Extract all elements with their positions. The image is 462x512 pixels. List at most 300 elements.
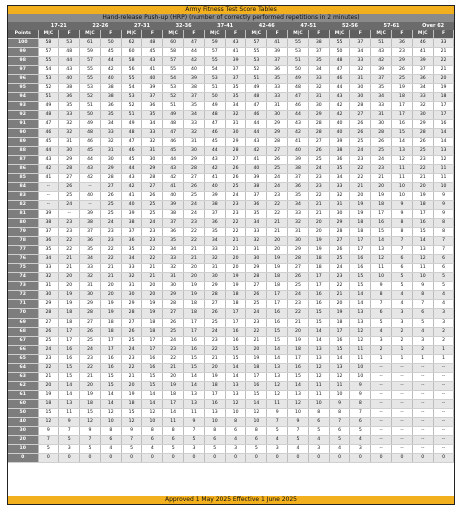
score-cell: 42 xyxy=(121,183,142,192)
score-cell: 11 xyxy=(184,408,205,417)
score-cell: 38 xyxy=(246,183,267,192)
score-cell: 11 xyxy=(329,381,350,390)
score-cell: 49 xyxy=(80,120,101,129)
score-cell: 34 xyxy=(412,84,433,93)
table-row xyxy=(8,408,454,417)
score-cell: 17 xyxy=(142,345,163,354)
score-cell: 35 xyxy=(121,246,142,255)
score-cell: 51 xyxy=(371,39,392,48)
table-row xyxy=(8,372,454,381)
score-cell: 52 xyxy=(38,84,59,93)
score-cell: 11 xyxy=(308,390,329,399)
table-row xyxy=(8,138,454,147)
score-cell: 33 xyxy=(267,93,288,102)
score-cell: 16 xyxy=(371,219,392,228)
score-cell: 10 xyxy=(288,408,309,417)
points-cell: 91 xyxy=(8,120,38,129)
male-combat-header: M|C xyxy=(412,30,433,39)
score-cell: 6 xyxy=(142,435,163,444)
score-cell: 18 xyxy=(433,93,454,102)
score-cell: 37 xyxy=(142,93,163,102)
score-cell: 21 xyxy=(246,336,267,345)
score-cell: 38 xyxy=(163,210,184,219)
score-cell: 34 xyxy=(80,255,101,264)
score-cell: 0 xyxy=(100,453,121,462)
score-cell: 38 xyxy=(38,219,59,228)
score-cell: 2 xyxy=(392,327,413,336)
score-cell: 37 xyxy=(204,210,225,219)
score-cell: 45 xyxy=(80,147,101,156)
score-cell: 18 xyxy=(288,345,309,354)
table-row xyxy=(8,255,454,264)
score-cell: 36 xyxy=(38,237,59,246)
points-cell: 71 xyxy=(8,300,38,309)
score-cell: 21 xyxy=(288,318,309,327)
score-cell: 0 xyxy=(433,453,454,462)
column-subheader-row xyxy=(8,30,454,39)
score-cell: 37 xyxy=(288,174,309,183)
score-cell: 18 xyxy=(350,228,371,237)
score-cell: 3 xyxy=(225,444,246,453)
score-cell: 5 xyxy=(433,273,454,282)
score-cell: 5 xyxy=(392,282,413,291)
score-cell: 12 xyxy=(267,390,288,399)
score-cell: 0 xyxy=(329,453,350,462)
score-cell: 55 xyxy=(80,75,101,84)
score-cell: 6 xyxy=(371,309,392,318)
score-cell: 47 xyxy=(121,138,142,147)
male-combat-header: M|C xyxy=(288,30,309,39)
score-cell: 22 xyxy=(433,57,454,66)
score-cell: 20 xyxy=(100,291,121,300)
score-cell: 9 xyxy=(184,417,205,426)
score-cell: 4 xyxy=(433,291,454,300)
score-cell: 24 xyxy=(246,309,267,318)
score-cell: 22 xyxy=(100,255,121,264)
score-cell: 10 xyxy=(308,399,329,408)
score-cell: -- xyxy=(433,363,454,372)
score-cell: 22 xyxy=(184,237,205,246)
score-cell: 20 xyxy=(267,237,288,246)
score-cell: 6 xyxy=(100,435,121,444)
score-cell: 36 xyxy=(163,228,184,237)
score-cell: 57 xyxy=(80,57,101,66)
score-cell: 33 xyxy=(308,75,329,84)
table-row xyxy=(8,426,454,435)
score-cell: 25 xyxy=(412,147,433,156)
score-cell: 21 xyxy=(100,264,121,273)
score-cell: 13 xyxy=(225,390,246,399)
score-cell: 22 xyxy=(59,237,80,246)
score-cell: 36 xyxy=(204,219,225,228)
score-cell: 22 xyxy=(204,345,225,354)
score-cell: 11 xyxy=(392,165,413,174)
score-cell: 35 xyxy=(225,84,246,93)
score-cell: 18 xyxy=(163,390,184,399)
table-row xyxy=(8,318,454,327)
score-cell: 12 xyxy=(350,336,371,345)
score-cell: 12 xyxy=(392,156,413,165)
score-cell: 26 xyxy=(204,309,225,318)
score-cell: 16 xyxy=(59,354,80,363)
score-cell: 8 xyxy=(392,228,413,237)
score-cell: 20 xyxy=(225,255,246,264)
score-cell: 30 xyxy=(163,282,184,291)
score-cell: 9 xyxy=(433,201,454,210)
score-cell: 13 xyxy=(329,363,350,372)
score-cell: 0 xyxy=(142,453,163,462)
score-cell: 53 xyxy=(246,57,267,66)
score-cell: 23 xyxy=(350,156,371,165)
score-cell: 17 xyxy=(225,309,246,318)
points-cell: 93 xyxy=(8,102,38,111)
table-row xyxy=(8,309,454,318)
score-cell: 20 xyxy=(329,300,350,309)
table-row xyxy=(8,435,454,444)
score-cell: 21 xyxy=(204,354,225,363)
score-cell: 16 xyxy=(225,327,246,336)
score-cell: 13 xyxy=(392,147,413,156)
score-cell: 24 xyxy=(142,219,163,228)
score-cell: 25 xyxy=(308,156,329,165)
score-cell: 24 xyxy=(225,192,246,201)
score-cell: 22 xyxy=(225,228,246,237)
score-cell: 35 xyxy=(204,228,225,237)
score-cell: 14 xyxy=(308,336,329,345)
score-cell: 26 xyxy=(308,147,329,156)
score-cell: 43 xyxy=(59,66,80,75)
score-cell: 25 xyxy=(392,75,413,84)
male-combat-header: M|C xyxy=(80,30,101,39)
score-cell: 37 xyxy=(371,75,392,84)
score-cell: 37 xyxy=(121,228,142,237)
table-row xyxy=(8,327,454,336)
age-group-label: 27-31 xyxy=(133,23,150,29)
score-cell: 48 xyxy=(80,129,101,138)
score-cell: 31 xyxy=(288,228,309,237)
score-cell: 26 xyxy=(59,183,80,192)
score-cell: 22 xyxy=(38,363,59,372)
score-cell: 19 xyxy=(350,201,371,210)
score-cell: 13 xyxy=(225,381,246,390)
score-cell: 24 xyxy=(38,345,59,354)
score-cell: 23 xyxy=(59,228,80,237)
points-cell: 64 xyxy=(8,363,38,372)
score-cell: 30 xyxy=(225,129,246,138)
score-cell: 20 xyxy=(371,183,392,192)
table-row xyxy=(8,57,454,66)
score-cell: 14 xyxy=(350,291,371,300)
score-cell: 44 xyxy=(38,147,59,156)
table-row xyxy=(8,237,454,246)
score-cell: 24 xyxy=(329,264,350,273)
score-cell: 45 xyxy=(204,138,225,147)
table-row xyxy=(8,264,454,273)
score-cell: 32 xyxy=(59,129,80,138)
score-cell: 40 xyxy=(204,183,225,192)
table-row xyxy=(8,300,454,309)
table-row xyxy=(8,66,454,75)
score-cell: 56 xyxy=(121,66,142,75)
score-cell: 32 xyxy=(204,255,225,264)
score-cell: 12 xyxy=(142,408,163,417)
points-cell: 89 xyxy=(8,138,38,147)
score-cell: 35 xyxy=(225,93,246,102)
score-cell: 6 xyxy=(433,255,454,264)
score-cell: 9 xyxy=(433,192,454,201)
score-cell: 40 xyxy=(329,120,350,129)
score-cell: 4 xyxy=(142,444,163,453)
score-cell: 18 xyxy=(350,219,371,228)
score-cell: 31 xyxy=(225,120,246,129)
score-cell: 25 xyxy=(184,192,205,201)
score-cell: 41 xyxy=(204,174,225,183)
score-cell: 20 xyxy=(184,264,205,273)
score-cell: 32 xyxy=(163,264,184,273)
score-cell: 24 xyxy=(184,201,205,210)
score-cell: 18 xyxy=(100,327,121,336)
score-cell: 23 xyxy=(308,174,329,183)
score-cell: 30 xyxy=(288,237,309,246)
score-cell: 25 xyxy=(329,255,350,264)
score-cell: 19 xyxy=(100,300,121,309)
score-cell: 8 xyxy=(308,408,329,417)
score-cell: 26 xyxy=(142,192,163,201)
score-cell: -- xyxy=(412,444,433,453)
score-cell: 38 xyxy=(100,93,121,102)
score-cell: 25 xyxy=(142,201,163,210)
score-cell: 13 xyxy=(350,318,371,327)
points-cell: 77 xyxy=(8,246,38,255)
table-row xyxy=(8,345,454,354)
score-cell: 20 xyxy=(308,228,329,237)
score-cell: 30 xyxy=(142,156,163,165)
score-cell: 10 xyxy=(142,417,163,426)
score-cell: 20 xyxy=(184,273,205,282)
score-cell: 30 xyxy=(350,93,371,102)
score-cell: -- xyxy=(38,192,59,201)
points-cell: 74 xyxy=(8,273,38,282)
score-cell: 17 xyxy=(142,336,163,345)
score-cell: 15 xyxy=(38,408,59,417)
score-cell: 18 xyxy=(59,318,80,327)
score-cell: 28 xyxy=(308,129,329,138)
score-cell: 25 xyxy=(100,210,121,219)
table-row xyxy=(8,93,454,102)
score-cell: 32 xyxy=(100,138,121,147)
score-cell: 6 xyxy=(329,426,350,435)
score-cell: 10 xyxy=(225,408,246,417)
score-cell: 29 xyxy=(288,246,309,255)
female-header: F xyxy=(267,30,288,39)
table-row xyxy=(8,75,454,84)
score-cell: 41 xyxy=(38,174,59,183)
score-cell: 18 xyxy=(121,399,142,408)
score-cell: 7 xyxy=(184,426,205,435)
score-cell: 2 xyxy=(371,345,392,354)
score-cell: 13 xyxy=(204,408,225,417)
score-cell: 9 xyxy=(350,381,371,390)
score-cell: 6 xyxy=(225,426,246,435)
score-cell: 45 xyxy=(163,147,184,156)
score-cell: 22 xyxy=(267,201,288,210)
points-cell: 92 xyxy=(8,111,38,120)
score-cell: 51 xyxy=(246,75,267,84)
score-cell: 44 xyxy=(246,129,267,138)
score-cell: 35 xyxy=(246,210,267,219)
score-cell: 17 xyxy=(163,399,184,408)
score-cell: 16 xyxy=(184,345,205,354)
score-cell: 32 xyxy=(59,120,80,129)
score-cell: 16 xyxy=(412,219,433,228)
score-cell: 11 xyxy=(433,174,454,183)
score-cell: 51 xyxy=(204,84,225,93)
score-cell: -- xyxy=(38,201,59,210)
score-cell: 24 xyxy=(267,183,288,192)
score-cell: 40 xyxy=(163,192,184,201)
score-cell: 53 xyxy=(38,75,59,84)
points-cell: 98 xyxy=(8,57,38,66)
score-cell: 5 xyxy=(433,282,454,291)
score-cell: 55 xyxy=(163,66,184,75)
score-cell: 48 xyxy=(163,120,184,129)
score-cell: 34 xyxy=(371,93,392,102)
score-cell: 7 xyxy=(267,417,288,426)
score-cell: -- xyxy=(38,183,59,192)
score-cell: 27 xyxy=(225,156,246,165)
score-cell: 12 xyxy=(308,372,329,381)
table-row xyxy=(8,273,454,282)
score-cell: 29 xyxy=(412,120,433,129)
score-cell: 21 xyxy=(142,273,163,282)
score-cell: 10 xyxy=(433,183,454,192)
male-combat-header: M|C xyxy=(38,30,59,39)
score-cell: 21 xyxy=(225,237,246,246)
female-header: F xyxy=(433,30,454,39)
score-cell: 17 xyxy=(308,282,329,291)
score-cell: 29 xyxy=(308,111,329,120)
score-cell: 35 xyxy=(267,75,288,84)
score-cell: 22 xyxy=(163,354,184,363)
score-cell: 9 xyxy=(329,399,350,408)
score-cell: 36 xyxy=(246,201,267,210)
points-cell: 90 xyxy=(8,129,38,138)
age-group-label: 52-56 xyxy=(341,23,358,29)
score-cell: 12 xyxy=(38,417,59,426)
score-cell: 7 xyxy=(38,435,59,444)
score-cell: 12 xyxy=(267,381,288,390)
points-cell: 78 xyxy=(8,237,38,246)
score-cell: 16 xyxy=(267,318,288,327)
score-cell: 3 xyxy=(267,444,288,453)
score-cell: 38 xyxy=(80,219,101,228)
score-cell: 39 xyxy=(288,156,309,165)
score-cell: 18 xyxy=(246,363,267,372)
score-cell: 14 xyxy=(267,354,288,363)
score-cell: 17 xyxy=(100,345,121,354)
score-cell: 1 xyxy=(392,354,413,363)
score-cell: 25 xyxy=(38,336,59,345)
score-cell: 22 xyxy=(267,210,288,219)
score-cell: 15 xyxy=(246,390,267,399)
score-cell: 48 xyxy=(59,48,80,57)
score-cell: 21 xyxy=(121,372,142,381)
score-cell: 26 xyxy=(371,138,392,147)
score-cell: 18 xyxy=(392,93,413,102)
score-cell: 36 xyxy=(267,66,288,75)
score-cell: 45 xyxy=(142,48,163,57)
score-cell: 21 xyxy=(225,246,246,255)
score-cell: 39 xyxy=(267,48,288,57)
female-header: F xyxy=(142,30,163,39)
score-cell: 11 xyxy=(412,264,433,273)
score-cell: 28 xyxy=(59,165,80,174)
score-cell: 17 xyxy=(184,318,205,327)
score-cell: 2 xyxy=(433,327,454,336)
score-cell: 37 xyxy=(308,48,329,57)
score-cell: 23 xyxy=(412,156,433,165)
table-row xyxy=(8,444,454,453)
score-cell: 15 xyxy=(267,336,288,345)
score-cell: 44 xyxy=(59,57,80,66)
score-cell: 52 xyxy=(80,93,101,102)
score-cell: -- xyxy=(412,399,433,408)
score-cell: -- xyxy=(412,417,433,426)
score-cell: 18 xyxy=(184,309,205,318)
score-cell: 8 xyxy=(433,219,454,228)
score-cell: 14 xyxy=(184,372,205,381)
score-cell: 33 xyxy=(100,129,121,138)
score-cell: 15 xyxy=(288,372,309,381)
score-cell: 52 xyxy=(246,66,267,75)
score-cell: 33 xyxy=(433,39,454,48)
score-cell: 53 xyxy=(80,84,101,93)
score-cell: 30 xyxy=(204,273,225,282)
table-row xyxy=(8,84,454,93)
score-cell: 18 xyxy=(59,309,80,318)
score-cell: 3 xyxy=(433,318,454,327)
score-cell: 27 xyxy=(308,138,329,147)
points-cell: 96 xyxy=(8,75,38,84)
score-cell: 15 xyxy=(100,372,121,381)
score-cell: 31 xyxy=(184,138,205,147)
table-footer: Approved 1 May 2025 Effective 1 June 2025 xyxy=(8,496,454,504)
score-cell: 27 xyxy=(142,183,163,192)
score-cell: 15 xyxy=(142,372,163,381)
score-cell: 18 xyxy=(204,381,225,390)
score-cell: 48 xyxy=(142,39,163,48)
score-cell: 54 xyxy=(38,66,59,75)
score-cell: 4 xyxy=(329,444,350,453)
score-cell: 46 xyxy=(288,102,309,111)
score-cell: 50 xyxy=(100,39,121,48)
score-cell: -- xyxy=(371,363,392,372)
points-cell: 100 xyxy=(8,39,38,48)
score-cell: 59 xyxy=(204,39,225,48)
score-cell: 40 xyxy=(100,75,121,84)
table-row xyxy=(8,129,454,138)
score-cell: 14 xyxy=(329,354,350,363)
score-cell: 8 xyxy=(371,291,392,300)
score-cell: 14 xyxy=(225,372,246,381)
score-cell: 44 xyxy=(100,57,121,66)
score-cell: 55 xyxy=(80,66,101,75)
score-cell: 15 xyxy=(350,282,371,291)
score-cell: 13 xyxy=(288,390,309,399)
table-row xyxy=(8,336,454,345)
score-cell: 19 xyxy=(100,309,121,318)
female-header: F xyxy=(184,30,205,39)
